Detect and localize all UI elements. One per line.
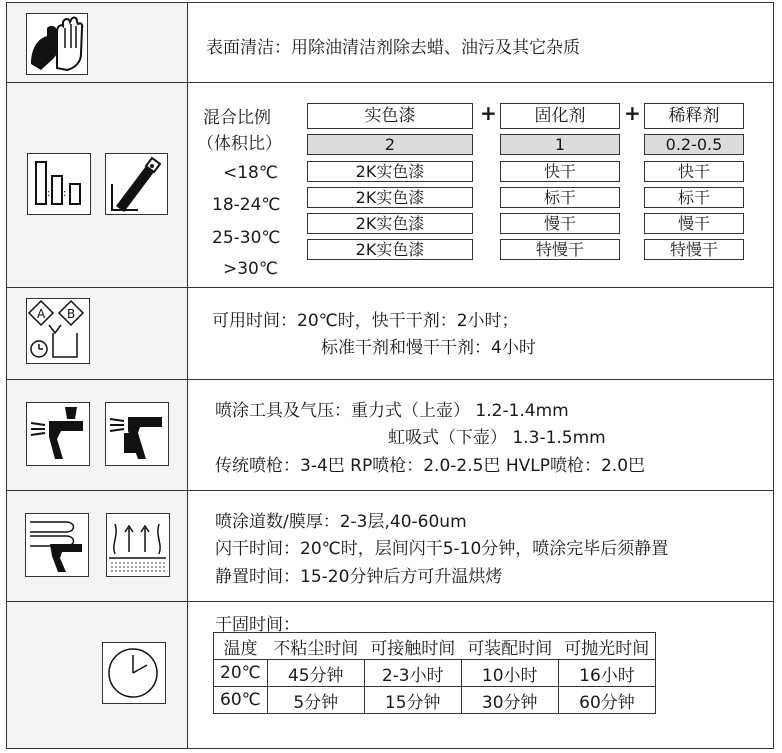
icon-column [7,491,188,601]
header-thinner: 稀释剂 [644,103,744,129]
ratio-thinner: 0.2-0.5 [644,134,744,155]
thinner-row-1: 快干 [644,161,744,182]
siphon-spray-gun-icon [105,402,169,466]
mixing-row [7,83,773,288]
paint-row-3: 2K实色漆 [307,213,473,234]
paint-row-4: 2K实色漆 [307,239,473,260]
paint-row-2: 2K实色漆 [307,187,473,208]
spraying-line1: 喷涂工具及气压：重力式（上壶） 1.2-1.4mm [215,401,569,421]
coats-line1: 喷涂道数/膜厚：2-3层,40-60um [215,512,467,532]
ab-mix-potlife-icon [26,298,90,364]
thinner-row-4: 特慢干 [644,239,744,260]
header-paint: 实色漆 [307,103,473,129]
table-cell: 5分钟 [267,687,364,714]
mixing-stick-icon [105,153,168,215]
flash-off-icon [106,513,170,577]
label-b: B [67,307,76,321]
temp-label-4: >30℃ [223,259,278,279]
table-cell: 60分钟 [558,687,656,714]
potlife-line2: 标准干剂和慢干干剂：4小时 [321,338,536,358]
table-cell: 20℃ [214,660,268,687]
icon-column [7,3,188,82]
table-header-cell: 可抛光时间 [558,633,656,660]
potlife-line1: 可用时间：20℃时，快干干剂：2小时； [212,311,519,331]
spraying-line2: 虹吸式（下壶） 1.3-1.5mm [388,428,606,448]
table-row [214,687,656,714]
mix-title-2: （体积比） [197,134,282,154]
gravity-spray-gun-icon [26,402,90,466]
plus-sign-2: + [624,101,641,125]
header-hardener: 固化剂 [500,103,620,129]
icon-column [7,83,188,287]
table-cell: 30分钟 [461,687,558,714]
temp-label-3: 25-30℃ [212,228,281,248]
temp-label-1: <18℃ [223,163,278,183]
drying-title: 干固时间： [215,615,300,635]
hardener-row-2: 标干 [500,187,620,208]
glove-hand-icon [26,13,88,75]
spray-coats-icon [25,513,89,577]
mix-title-1: 混合比例 [203,108,271,128]
paint-row-1: 2K实色漆 [307,161,473,182]
cleaning-text: 表面清洁：用除油清洁剂除去蜡、油污及其它杂质 [206,38,580,58]
hardener-row-3: 慢干 [500,213,620,234]
drying-table [213,632,656,714]
table-header-cell: 可装配时间 [461,633,558,660]
label-a: A [37,307,46,321]
spraying-line3: 传统喷枪：3-4巴 RP喷枪：2.0-2.5巴 HVLP喷枪：2.0巴 [215,456,646,476]
thinner-row-3: 慢干 [644,213,744,234]
table-row [214,660,656,687]
coats-row [7,491,773,602]
svg-text::: : [63,188,67,199]
table-header-row [214,633,656,660]
table-header-cell: 可接触时间 [364,633,461,660]
thinner-row-2: 标干 [644,187,744,208]
spraying-row [7,380,773,491]
icon-column [7,288,188,379]
icon-column [7,602,188,748]
ratio-paint: 2 [307,134,473,155]
table-cell: 10小时 [461,660,558,687]
table-cell: 16小时 [558,660,656,687]
icon-column [7,380,188,490]
ratio-hardener: 1 [500,134,620,155]
table-cell: 45分钟 [267,660,364,687]
table-cell: 15分钟 [364,687,461,714]
table-cell: 2-3小时 [364,660,461,687]
cleaning-row [7,3,773,83]
hardener-row-1: 快干 [500,161,620,182]
hardener-row-4: 特慢干 [500,239,620,260]
coats-line3: 静置时间：15-20分钟后方可升温烘烤 [215,567,503,587]
measuring-ratio-icon [27,153,91,215]
table-header-cell: 温度 [214,633,268,660]
temp-label-2: 18-24℃ [212,195,281,215]
clock-icon [102,642,166,704]
coats-line2: 闪干时间：20℃时，层间闪干5-10分钟，喷涂完毕后须静置 [215,539,669,559]
table-header-cell: 不粘尘时间 [267,633,364,660]
plus-sign-1: + [480,101,497,125]
table-cell: 60℃ [214,687,268,714]
potlife-row [7,288,773,380]
svg-text::: : [47,188,51,199]
